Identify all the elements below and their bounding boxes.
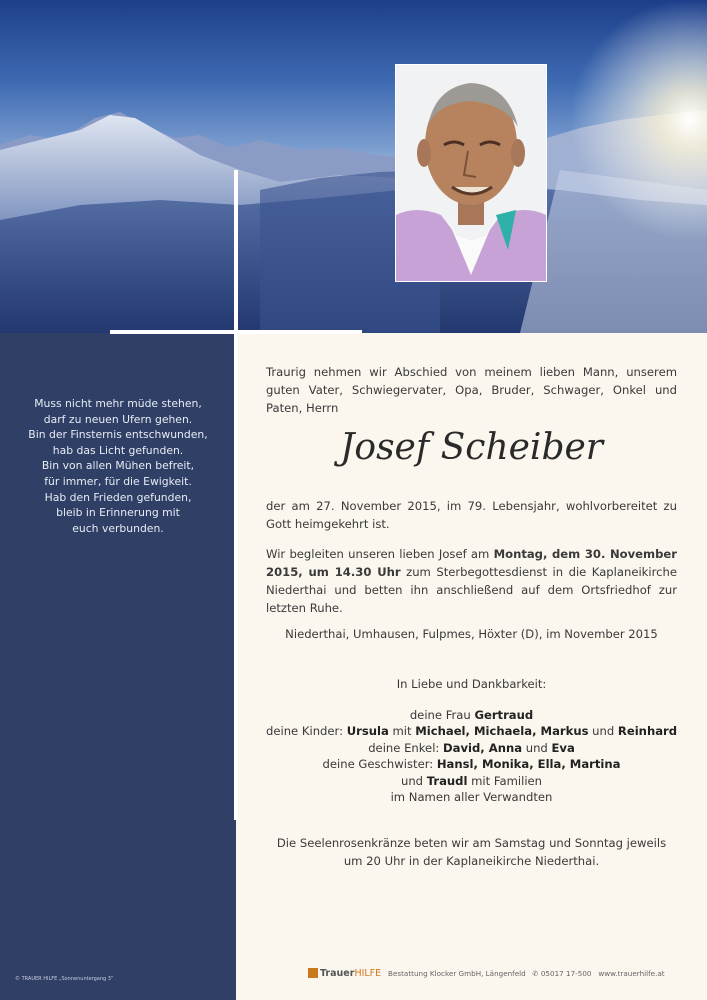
poem-line: für immer, für die Ewigkeit. [44, 474, 192, 488]
thanks-line: In Liebe und Dankbarkeit: [396, 677, 547, 691]
copyright-note: © TRAUER HILFE „Sonnenuntergang 3“ [15, 976, 114, 982]
death-info: der am 27. November 2015, im 79. Lebensjahr, wohlvorbereitet zu Gott heimgekehrt ist. [266, 499, 677, 531]
child-name: Ursula [346, 724, 389, 739]
website-link[interactable]: www.trauerhilfe.at [598, 969, 665, 978]
and-text: und [588, 724, 618, 739]
poem-line: Hab den Frieden gefunden, [44, 490, 192, 504]
funeral-info [266, 545, 677, 617]
rosary-info: Die Seelenrosenkränze beten wir am Samstag und Sonntag jeweils um 20 Uhr in der Kaplaneikirche Niederthai. [276, 836, 667, 868]
phone-number: ✆ 05017 17-500 [532, 969, 592, 978]
poem-line: euch verbunden. [72, 521, 164, 535]
sibling-families-line [266, 773, 677, 789]
cross-vertical-bar [234, 170, 238, 820]
footer-bar [308, 968, 688, 982]
grandchildren-prefix: deine Enkel: [368, 740, 444, 755]
funeral-text-1: Wir begleiten unseren lieben Josef am [266, 547, 494, 561]
left-ear [417, 139, 431, 167]
deceased-name: Josef Scheiber [339, 427, 604, 468]
cross-horizontal-bar [110, 330, 362, 334]
children-prefix: deine Kinder: [266, 724, 347, 739]
mountain-scene-graphic [0, 0, 707, 333]
mourners-list [266, 707, 677, 805]
child-family-names: Michael, Michaela, Markus [415, 724, 589, 739]
grandchild-name: Eva [551, 740, 575, 755]
relatives-line: im Namen aller Verwandten [390, 790, 553, 805]
funeral-date: Montag, dem 30. November 2015, um 14.30 Uhr [266, 547, 677, 579]
poem-line: darf zu neuen Ufern gehen. [43, 412, 193, 426]
right-ear [511, 139, 525, 167]
poem [0, 396, 236, 536]
poem-line: Bin der Finsternis entschwunden, [28, 428, 208, 442]
funeral-text-2: zum Sterbegottesdienst in die Kaplaneikirche Niederthai und betten ihn anschließend auf dem Ortsfriedhof zur letzten Ruhe. [266, 565, 677, 615]
place-and-date: Niederthai, Umhausen, Fulpmes, Höxter (D), im November 2015 [285, 627, 658, 641]
company-name: Bestattung Klocker GmbH, Längenfeld [388, 969, 526, 978]
intro-paragraph: Traurig nehmen wir Abschied von meinem lieben Mann, unserem guten Vater, Schwiegervater, Opa, Bruder, Schwager, Onkel und Paten, Herrn [266, 365, 677, 415]
wife-prefix: deine Frau [409, 708, 475, 722]
wife-line [266, 707, 677, 723]
child-name: Reinhard [617, 724, 678, 739]
siblings-prefix: deine Geschwister: [322, 757, 437, 772]
children-line [266, 723, 677, 739]
brand-part2: HILFE [354, 968, 382, 979]
mountain-landscape-photo [0, 0, 707, 333]
poem-line: Muss nicht mehr müde stehen, [34, 397, 202, 410]
poem-line: hab das Licht gefunden. [52, 443, 184, 457]
sibling-name: Traudl [426, 773, 468, 788]
and-text: und [522, 740, 552, 755]
poem-line: Bin von allen Mühen befreit, [41, 459, 195, 473]
trauerhilfe-logo-icon [308, 968, 318, 978]
siblings-names: Hansl, Monika, Ella, Martina [436, 757, 621, 772]
siblings-line [266, 756, 677, 772]
with-text: mit [388, 724, 416, 739]
and-text: und [400, 773, 427, 788]
wife-name: Gertraud [474, 708, 534, 722]
grandchildren-line [266, 740, 677, 756]
with-families-text: mit Familien [467, 773, 543, 788]
portrait-graphic [396, 65, 546, 281]
portrait-photo [395, 64, 547, 282]
brand-part1: Trauer [320, 968, 355, 979]
grandchildren-names: David, Anna [443, 740, 523, 755]
poem-line: bleib in Erinnerung mit [56, 506, 180, 520]
